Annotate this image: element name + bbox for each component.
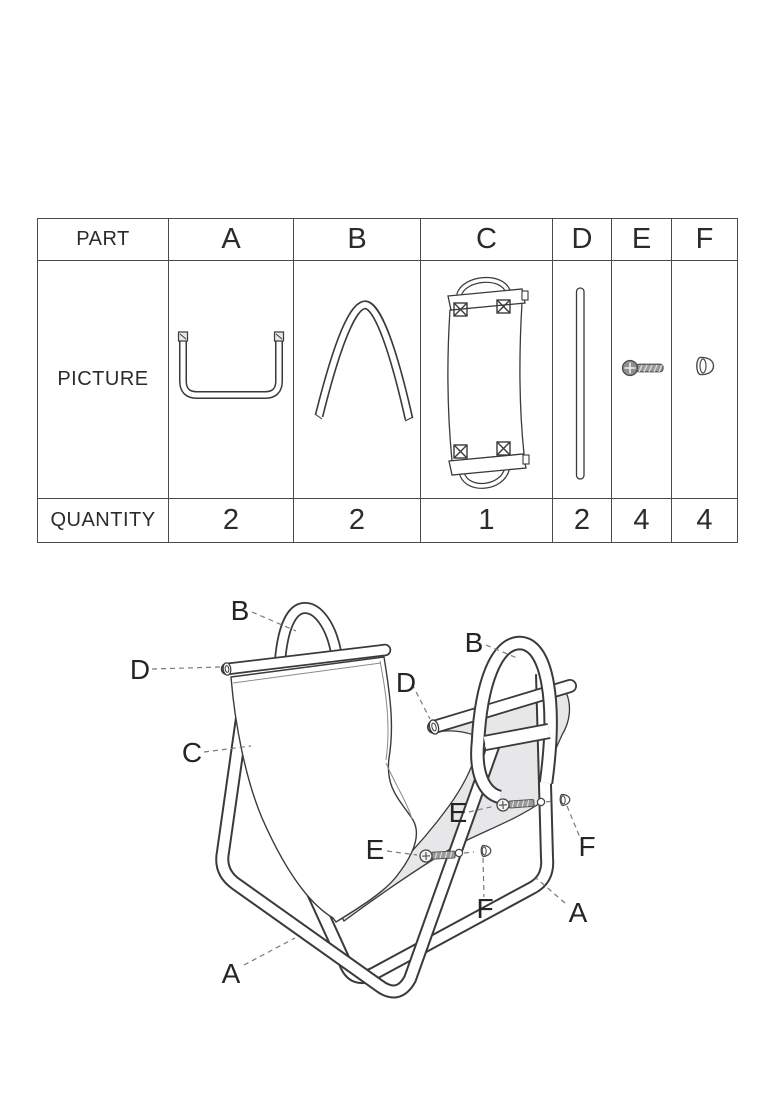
quantity-f: 4 xyxy=(672,499,738,543)
diagram-label-c: C xyxy=(181,737,203,768)
diagram-label-e-left: E xyxy=(365,834,385,865)
picture-row-label: PICTURE xyxy=(38,261,169,499)
diagram-label-e-right: E xyxy=(448,797,468,828)
cap-upper xyxy=(560,794,570,806)
quantity-a: 2 xyxy=(169,499,294,543)
diagram-label-b-left: B xyxy=(230,595,250,626)
diagram-label-f-right: F xyxy=(578,831,596,862)
quantity-row-label: QUANTITY xyxy=(38,499,169,543)
diagram-label-f-bottom: F xyxy=(476,893,494,924)
diagram-label-d-left: D xyxy=(129,654,151,685)
screw-hole-lower xyxy=(455,849,462,856)
part-letter-a: A xyxy=(169,219,294,261)
part-row-label: PART xyxy=(38,219,169,261)
part-letter-f: F xyxy=(672,219,738,261)
quantity-b: 2 xyxy=(294,499,421,543)
quantity-c: 1 xyxy=(421,499,553,543)
screw-hole-upper xyxy=(537,798,544,805)
diagram-label-a-bottom: A xyxy=(221,958,241,989)
cap-lower xyxy=(481,845,491,856)
quantity-d: 2 xyxy=(553,499,612,543)
part-letter-b: B xyxy=(294,219,421,261)
part-letter-d: D xyxy=(553,219,612,261)
diagram-label-a-right: A xyxy=(568,897,588,928)
diagram-label-d-right: D xyxy=(395,667,417,698)
sling-fabric-white xyxy=(231,657,416,922)
diagram-label-b-right: B xyxy=(464,627,484,658)
quantity-e: 4 xyxy=(612,499,672,543)
part-letter-c: C xyxy=(421,219,553,261)
part-letter-e: E xyxy=(612,219,672,261)
